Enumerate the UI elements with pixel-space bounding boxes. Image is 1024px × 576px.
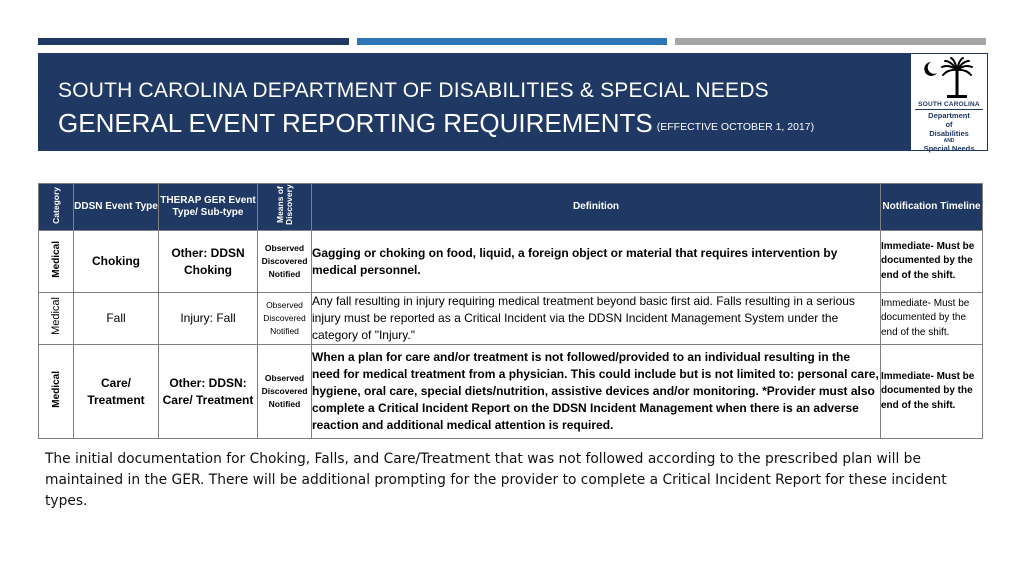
cell-category	[39, 345, 74, 439]
cell-definition: Gagging or choking on food, liquid, a foreign object or material that requires intervention by medical personnel.	[312, 231, 881, 293]
table-header-row	[39, 184, 983, 231]
header-means-label: Means of Discovery	[274, 184, 294, 226]
cell-means	[258, 293, 312, 345]
cell-event-type: Choking	[74, 231, 159, 293]
means-observed: Observed	[266, 300, 303, 310]
logo-line-disabilities: Disabilities	[929, 129, 969, 138]
header-definition: Definition	[312, 184, 881, 231]
logo-text	[911, 100, 987, 153]
cell-therap: Other: DDSN Choking	[159, 231, 258, 293]
logo-line-of: of	[945, 120, 953, 129]
ger-table	[38, 183, 983, 439]
category-label: Medical	[50, 240, 62, 278]
cell-timeline: Immediate- Must be documented by the end of the shift.	[881, 231, 983, 293]
logo-line-department: Department	[928, 111, 970, 120]
cell-event-type: Care/ Treatment	[74, 345, 159, 439]
cell-definition: Any fall resulting in injury requiring medical treatment beyond basic first aid. Falls resulting in a serious injury must be reported as a Critical Incident via the DDSN Incident Management System under the category of "Injury."	[312, 293, 881, 345]
accent-bar-dark	[38, 38, 349, 45]
header-event-type: DDSN Event Type	[74, 184, 159, 231]
cell-means	[258, 231, 312, 293]
means-discovered: Discovered	[261, 256, 308, 266]
page-title-main: GENERAL EVENT REPORTING REQUIREMENTS	[58, 108, 653, 138]
title-banner	[38, 53, 986, 151]
header-category	[39, 184, 74, 231]
cell-definition: When a plan for care and/or treatment is not followed/provided to an individual resulting in the need for medical treatment from a physician. This could include but is not limited to: personal care, hygiene, oral care, special diets/nutrition, assistive devices and/or monitoring. *Provider must also complete a Critical Incident Report on the DDSN Incident Management when there is an adverse reaction and additional medical attention is required.	[312, 345, 881, 439]
page-title-line1: SOUTH CAROLINA DEPARTMENT OF DISABILITIES & SPECIAL NEEDS	[58, 79, 769, 102]
accent-bar-blue	[357, 38, 667, 45]
table-row	[39, 293, 983, 345]
cell-category	[39, 293, 74, 345]
accent-bar-gray	[675, 38, 986, 45]
header-therap: THERAP GER Event Type/ Sub-type	[159, 184, 258, 231]
cell-means	[258, 345, 312, 439]
cell-category	[39, 231, 74, 293]
means-observed: Observed	[264, 243, 305, 253]
means-discovered: Discovered	[261, 386, 308, 396]
cell-event-type: Fall	[74, 293, 159, 345]
table-row	[39, 345, 983, 439]
category-label: Medical	[50, 370, 62, 408]
effective-date: (EFFECTIVE OCTOBER 1, 2017)	[656, 121, 815, 133]
category-label: Medical	[50, 297, 62, 335]
means-notified: Notified	[270, 326, 299, 336]
cell-timeline: Immediate- Must be documented by the end of the shift.	[881, 293, 983, 345]
cell-therap: Injury: Fall	[159, 293, 258, 345]
header-category-label: Category	[50, 186, 61, 224]
cell-timeline: Immediate- Must be documented by the end of the shift.	[881, 345, 983, 439]
means-observed: Observed	[264, 373, 305, 383]
palmetto-moon-icon	[911, 54, 987, 102]
table-row	[39, 231, 983, 293]
logo-line-and: AND	[943, 138, 955, 144]
means-discovered: Discovered	[263, 313, 306, 323]
ddsn-logo	[910, 53, 988, 151]
header-timeline: Notification Timeline	[881, 184, 983, 231]
logo-line-sc: SOUTH CAROLINA	[915, 100, 983, 110]
page-title-line2	[58, 108, 814, 139]
cell-therap: Other: DDSN: Care/ Treatment	[159, 345, 258, 439]
means-notified: Notified	[268, 269, 301, 279]
logo-line-special-needs: Special Needs	[923, 144, 975, 153]
means-notified: Notified	[268, 399, 301, 409]
footnote-paragraph: The initial documentation for Choking, Falls, and Care/Treatment that was not followed according to the prescribed plan will be maintained in the GER. There will be additional prompting for the provider to complete a Critical Incident Report for these incident types.	[45, 451, 947, 509]
header-means	[258, 184, 312, 231]
